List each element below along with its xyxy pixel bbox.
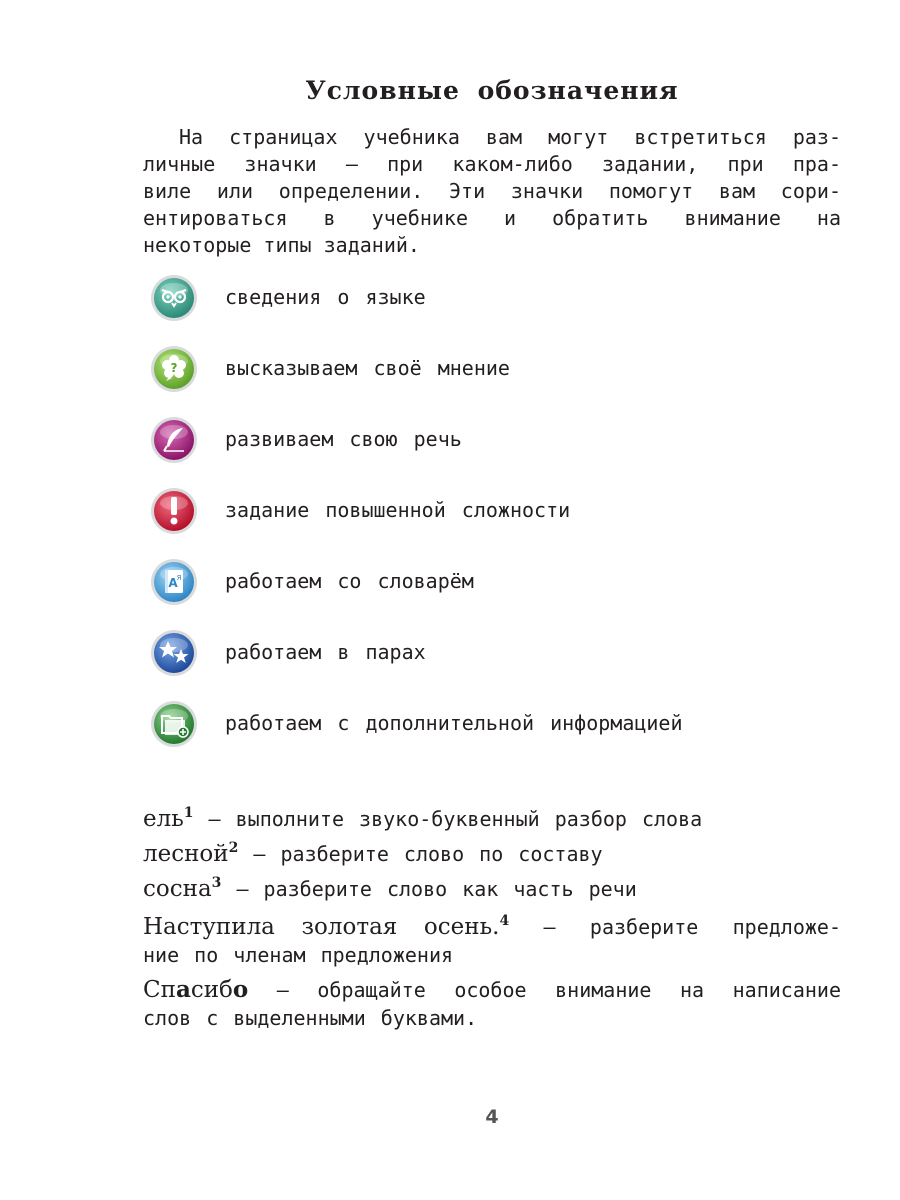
intro-line: виле или определении. Эти значки помогут вам сори- — [143, 179, 841, 203]
example-word: сосна$^3$ — [143, 875, 222, 902]
intro-paragraph — [143, 124, 841, 259]
intro-line: ентироваться в учебнике и обратить внимание на — [143, 206, 841, 230]
intro-line: некоторые типы заданий. — [143, 233, 420, 257]
page-title: Условные обозначения — [305, 76, 679, 105]
example-word: Спасибо — [143, 976, 249, 1003]
example-phonetic — [143, 806, 841, 841]
legend-item-difficulty — [150, 487, 850, 558]
intro-line: На страницах учебника вам могут встретиться раз- — [179, 125, 841, 149]
example-word: лесной$^2$ — [143, 840, 239, 867]
legend-item-dictionary — [150, 558, 850, 629]
example-description: — выполните звуко-буквенный разбор слова — [193, 807, 703, 831]
legend-item-extra-info — [150, 700, 850, 771]
legend-label: работаем со словарём — [225, 569, 474, 593]
example-word: ель$^1$ — [143, 805, 194, 832]
footnote-mark: 1 — [183, 805, 194, 821]
footnote-mark: 2 — [228, 840, 239, 856]
exclamation-icon — [150, 487, 198, 535]
page-number: 4 — [485, 1106, 499, 1128]
example-highlighted-letters — [143, 976, 841, 1032]
highlighted-letter: о — [232, 976, 249, 1003]
example-description-continued: ние по членам предложения — [143, 943, 454, 967]
example-word: Наступила золотая осень.$^4$ — [143, 913, 510, 940]
svg-text:?: ? — [170, 361, 178, 375]
legend-label: работаем с дополнительной информацией — [225, 711, 683, 735]
example-sentence — [143, 914, 841, 976]
example-description-continued: слов с выделенными буквами. — [143, 1006, 478, 1030]
intro-line: личные значки — при каком-либо задании, при пра- — [143, 152, 841, 176]
legend-item-opinion — [150, 345, 850, 416]
folder-plus-icon — [150, 700, 198, 748]
svg-text:Я: Я — [176, 574, 182, 582]
feather-icon — [150, 416, 198, 464]
footnote-mark: 4 — [499, 913, 510, 929]
example-description: — разберите слово по составу — [238, 842, 603, 866]
owl-icon — [150, 274, 198, 322]
notation-examples — [143, 806, 841, 1032]
legend-label: задание повышенной сложности — [225, 498, 571, 522]
svg-text:A: A — [168, 576, 178, 590]
example-description: — разберите предложе- — [509, 915, 842, 939]
legend-item-language-info — [150, 274, 850, 345]
example-description: — обращайте особое внимание на написание — [248, 978, 841, 1002]
legend-label: развиваем свою речь — [225, 427, 462, 451]
stars-icon — [150, 629, 198, 677]
icon-legend — [150, 274, 850, 771]
highlighted-letter: а — [175, 976, 191, 1003]
dictionary-icon — [150, 558, 198, 606]
footnote-mark: 3 — [211, 875, 222, 891]
example-composition — [143, 841, 841, 876]
legend-label: сведения о языке — [225, 285, 426, 309]
legend-item-pairs — [150, 629, 850, 700]
legend-label: работаем в парах — [225, 640, 426, 664]
legend-label: высказываем своё мнение — [225, 356, 510, 380]
question-flower-icon — [150, 345, 198, 393]
example-description: — разберите слово как часть речи — [221, 877, 637, 901]
legend-item-speech — [150, 416, 850, 487]
example-part-of-speech — [143, 876, 841, 914]
